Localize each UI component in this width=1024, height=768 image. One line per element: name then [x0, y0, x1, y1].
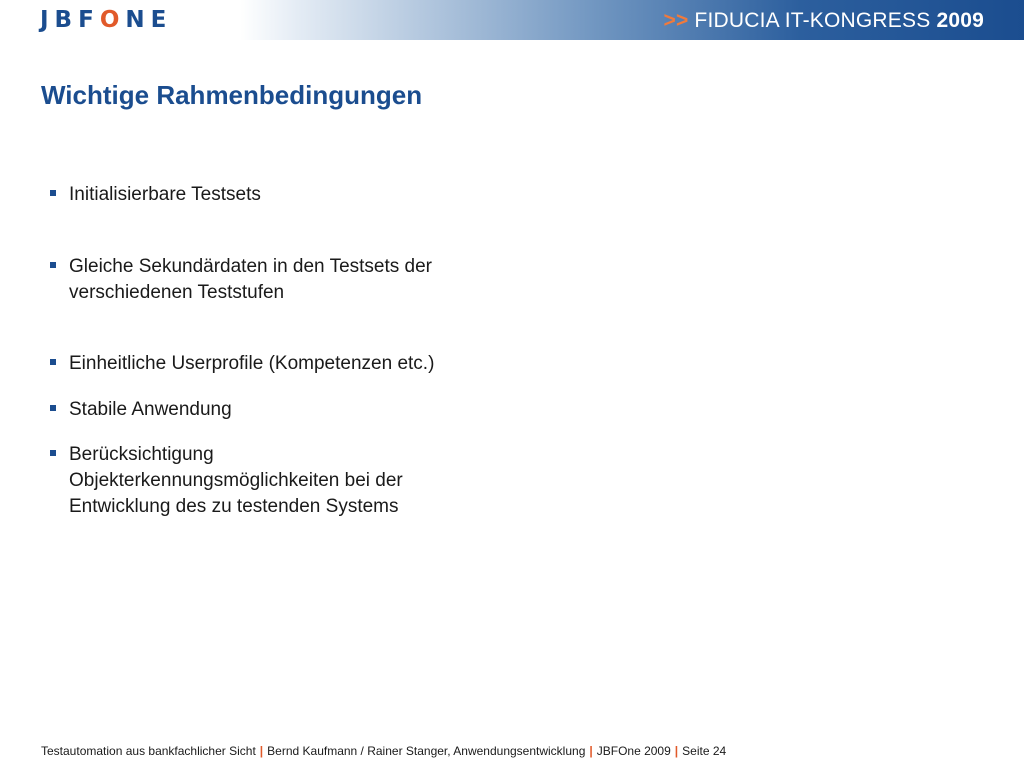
bullet-line: Berücksichtigung [69, 444, 214, 465]
bullet-square-icon [50, 262, 56, 268]
footer-event: JBFOne 2009 [596, 744, 671, 758]
bullet-square-icon [50, 359, 56, 365]
bullet-item [50, 254, 510, 306]
footer-separator: | [259, 744, 264, 758]
bullet-text [69, 182, 261, 208]
footer-page-number: Seite 24 [682, 744, 727, 758]
logo-end-text: NE [125, 7, 173, 33]
bullet-line: Gleiche Sekundärdaten in den Testsets der [69, 256, 432, 277]
bullet-text [69, 351, 434, 377]
bullet-item [50, 351, 510, 377]
congress-name: FIDUCIA IT-KONGRESS [694, 9, 931, 32]
footer-separator: | [674, 744, 679, 758]
bullet-text [69, 254, 432, 306]
footer-authors: Bernd Kaufmann / Rainer Stanger, Anwendungsentwicklung [267, 744, 586, 758]
bullet-line: Stabile Anwendung [69, 399, 232, 420]
congress-year: 2009 [936, 9, 984, 32]
bullet-item [50, 442, 510, 520]
bullet-square-icon [50, 405, 56, 411]
bullet-square-icon [50, 450, 56, 456]
slide-title: Wichtige Rahmenbedingungen [41, 80, 423, 110]
footer [41, 743, 726, 759]
congress-arrows: >> [663, 9, 689, 32]
bullet-line: Einheitliche Userprofile (Kompetenzen etc.) [69, 353, 435, 374]
logo-main-text: JBF [40, 7, 100, 33]
bullet-text [69, 397, 232, 423]
bullet-line: Objekterkennungsmöglichkeiten bei der [69, 470, 403, 491]
jbfone-logo [40, 6, 172, 34]
bullet-item [50, 182, 510, 208]
bullet-square-icon [50, 190, 56, 196]
footer-separator: | [589, 744, 593, 758]
logo-accent-text: O [99, 7, 126, 33]
bullet-item [50, 397, 510, 423]
bullet-line: verschiedenen Teststufen [69, 282, 285, 303]
congress-label [663, 8, 984, 34]
header-band [0, 0, 1024, 40]
bullet-line: Initialisierbare Testsets [69, 184, 261, 205]
bullet-text [69, 442, 403, 520]
bullet-line: Entwicklung des zu testenden Systems [69, 496, 399, 517]
footer-topic: Testautomation aus bankfachlicher Sicht [41, 744, 256, 758]
